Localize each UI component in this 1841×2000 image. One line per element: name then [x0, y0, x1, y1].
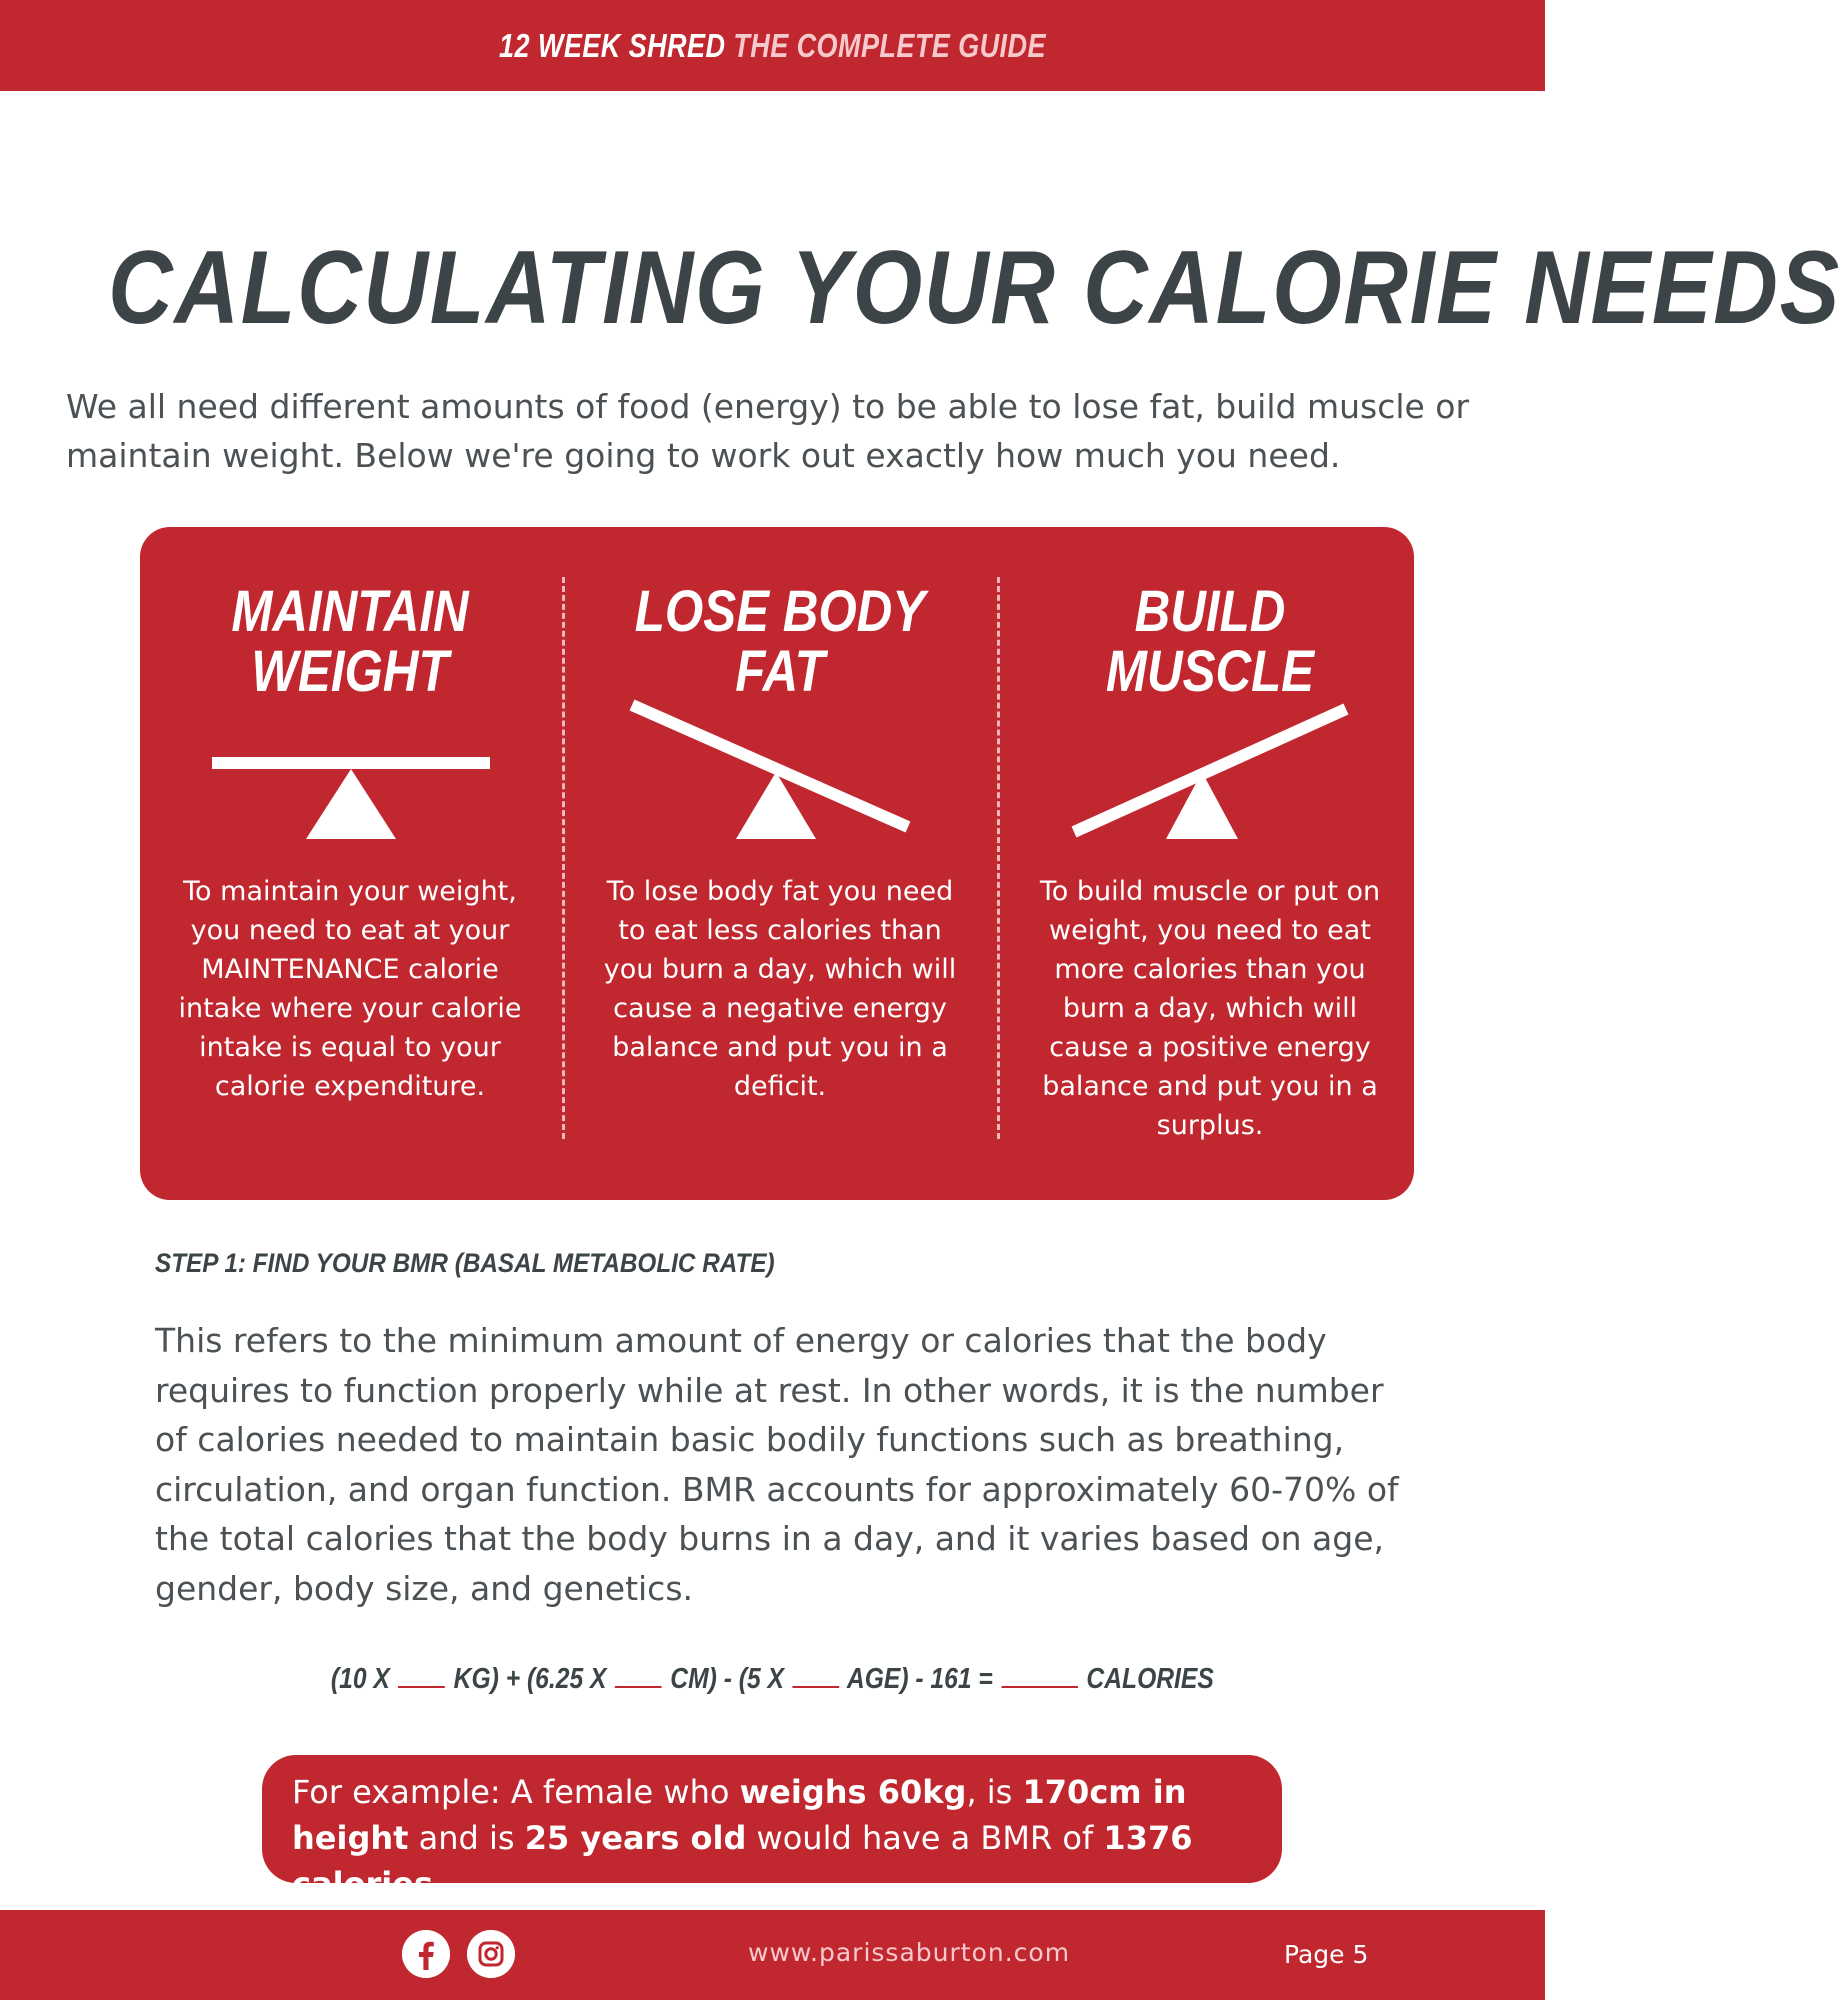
formula-part: (10 X — [331, 1663, 390, 1695]
bmr-description: This refers to the minimum amount of energy or calories that the body requires to function properly while at rest. In other words, it is the number of calories needed to maintain basic bodily functions such as breathing, circulation, and organ function. BMR accounts for approximately 60-70% of the total calories that the body burns in a day, and it varies based on age, gender, body size, and genetics. — [155, 1321, 1399, 1608]
goal-title — [1040, 579, 1380, 704]
goal-lose-body-fat — [580, 527, 980, 1200]
weight-blank — [399, 1662, 446, 1688]
example-height: 170cm in height — [292, 1773, 1187, 1857]
header-title — [499, 27, 1046, 65]
goal-build-muscle — [1010, 527, 1410, 1200]
balanced-seesaw-icon — [180, 697, 520, 847]
calories-blank — [1002, 1662, 1079, 1688]
seesaw-tilted-down-right-icon — [610, 697, 950, 847]
goal-title-line: FAT — [735, 639, 825, 704]
goals-panel — [140, 527, 1414, 1200]
goal-description: To maintain your weight, you need to eat at your MAINTENANCE calorie intake where your calorie intake is equal to your calorie expenditure. — [178, 876, 522, 1102]
formula-part: KG) + (6.25 X — [453, 1663, 607, 1695]
bmr-formula — [0, 1662, 1545, 1696]
goal-title-line: MAINTAIN — [231, 579, 469, 644]
example-age: 25 years old — [524, 1819, 747, 1857]
page-number: Page 5 — [1284, 1940, 1369, 1969]
goal-title-line: MUSCLE — [1105, 639, 1315, 704]
instagram-icon[interactable] — [467, 1930, 515, 1978]
header-bar — [0, 0, 1545, 91]
facebook-icon[interactable] — [402, 1930, 450, 1978]
goal-description: To build muscle or put on weight, you need to eat more calories than you burn a day, which will cause a positive energy balance and put you in a surplus. — [1039, 876, 1381, 1141]
example-text: would have a BMR of — [746, 1819, 1104, 1857]
footer-bar — [0, 1910, 1545, 2000]
example-text: and is — [408, 1819, 525, 1857]
seesaw-tilted-up-right-icon — [1040, 697, 1380, 847]
example-callout — [262, 1755, 1282, 1903]
page-title: CALCULATING YOUR CALORIE NEEDS — [108, 230, 1841, 346]
goal-title — [180, 579, 520, 704]
age-blank — [793, 1662, 840, 1688]
header-title-part1: 12 WEEK SHRED — [499, 26, 726, 64]
height-blank — [615, 1662, 662, 1688]
goal-description: To lose body fat you need to eat less calories than you burn a day, which will cause a negative energy balance and put you in a deficit. — [603, 876, 957, 1102]
step1-heading: STEP 1: FIND YOUR BMR (BASAL METABOLIC RATE) — [155, 1248, 775, 1278]
example-bmr: 1376 calories. — [292, 1819, 1193, 1903]
column-divider — [997, 577, 1000, 1139]
formula-part: CM) - (5 X — [670, 1663, 785, 1695]
goal-title-line: BUILD — [1134, 579, 1286, 644]
goal-title-line: WEIGHT — [251, 639, 449, 704]
formula-part: AGE) - 161 = — [847, 1663, 993, 1695]
goal-maintain-weight — [150, 527, 550, 1200]
example-weight: weighs 60kg — [739, 1773, 967, 1811]
formula-part: CALORIES — [1086, 1663, 1214, 1695]
goal-title-line: LOSE BODY — [634, 579, 926, 644]
header-title-part2: THE COMPLETE GUIDE — [733, 26, 1046, 64]
goal-title — [610, 579, 950, 704]
intro-paragraph: We all need different amounts of food (energy) to be able to lose fat, build muscle or maintain weight. Below we're going to work out exactly how much you need. — [66, 387, 1470, 475]
example-text: , is — [966, 1773, 1023, 1811]
example-text: For example: A female who — [292, 1773, 740, 1811]
column-divider — [562, 577, 565, 1139]
website-link[interactable]: www.parissaburton.com — [748, 1938, 1071, 1967]
